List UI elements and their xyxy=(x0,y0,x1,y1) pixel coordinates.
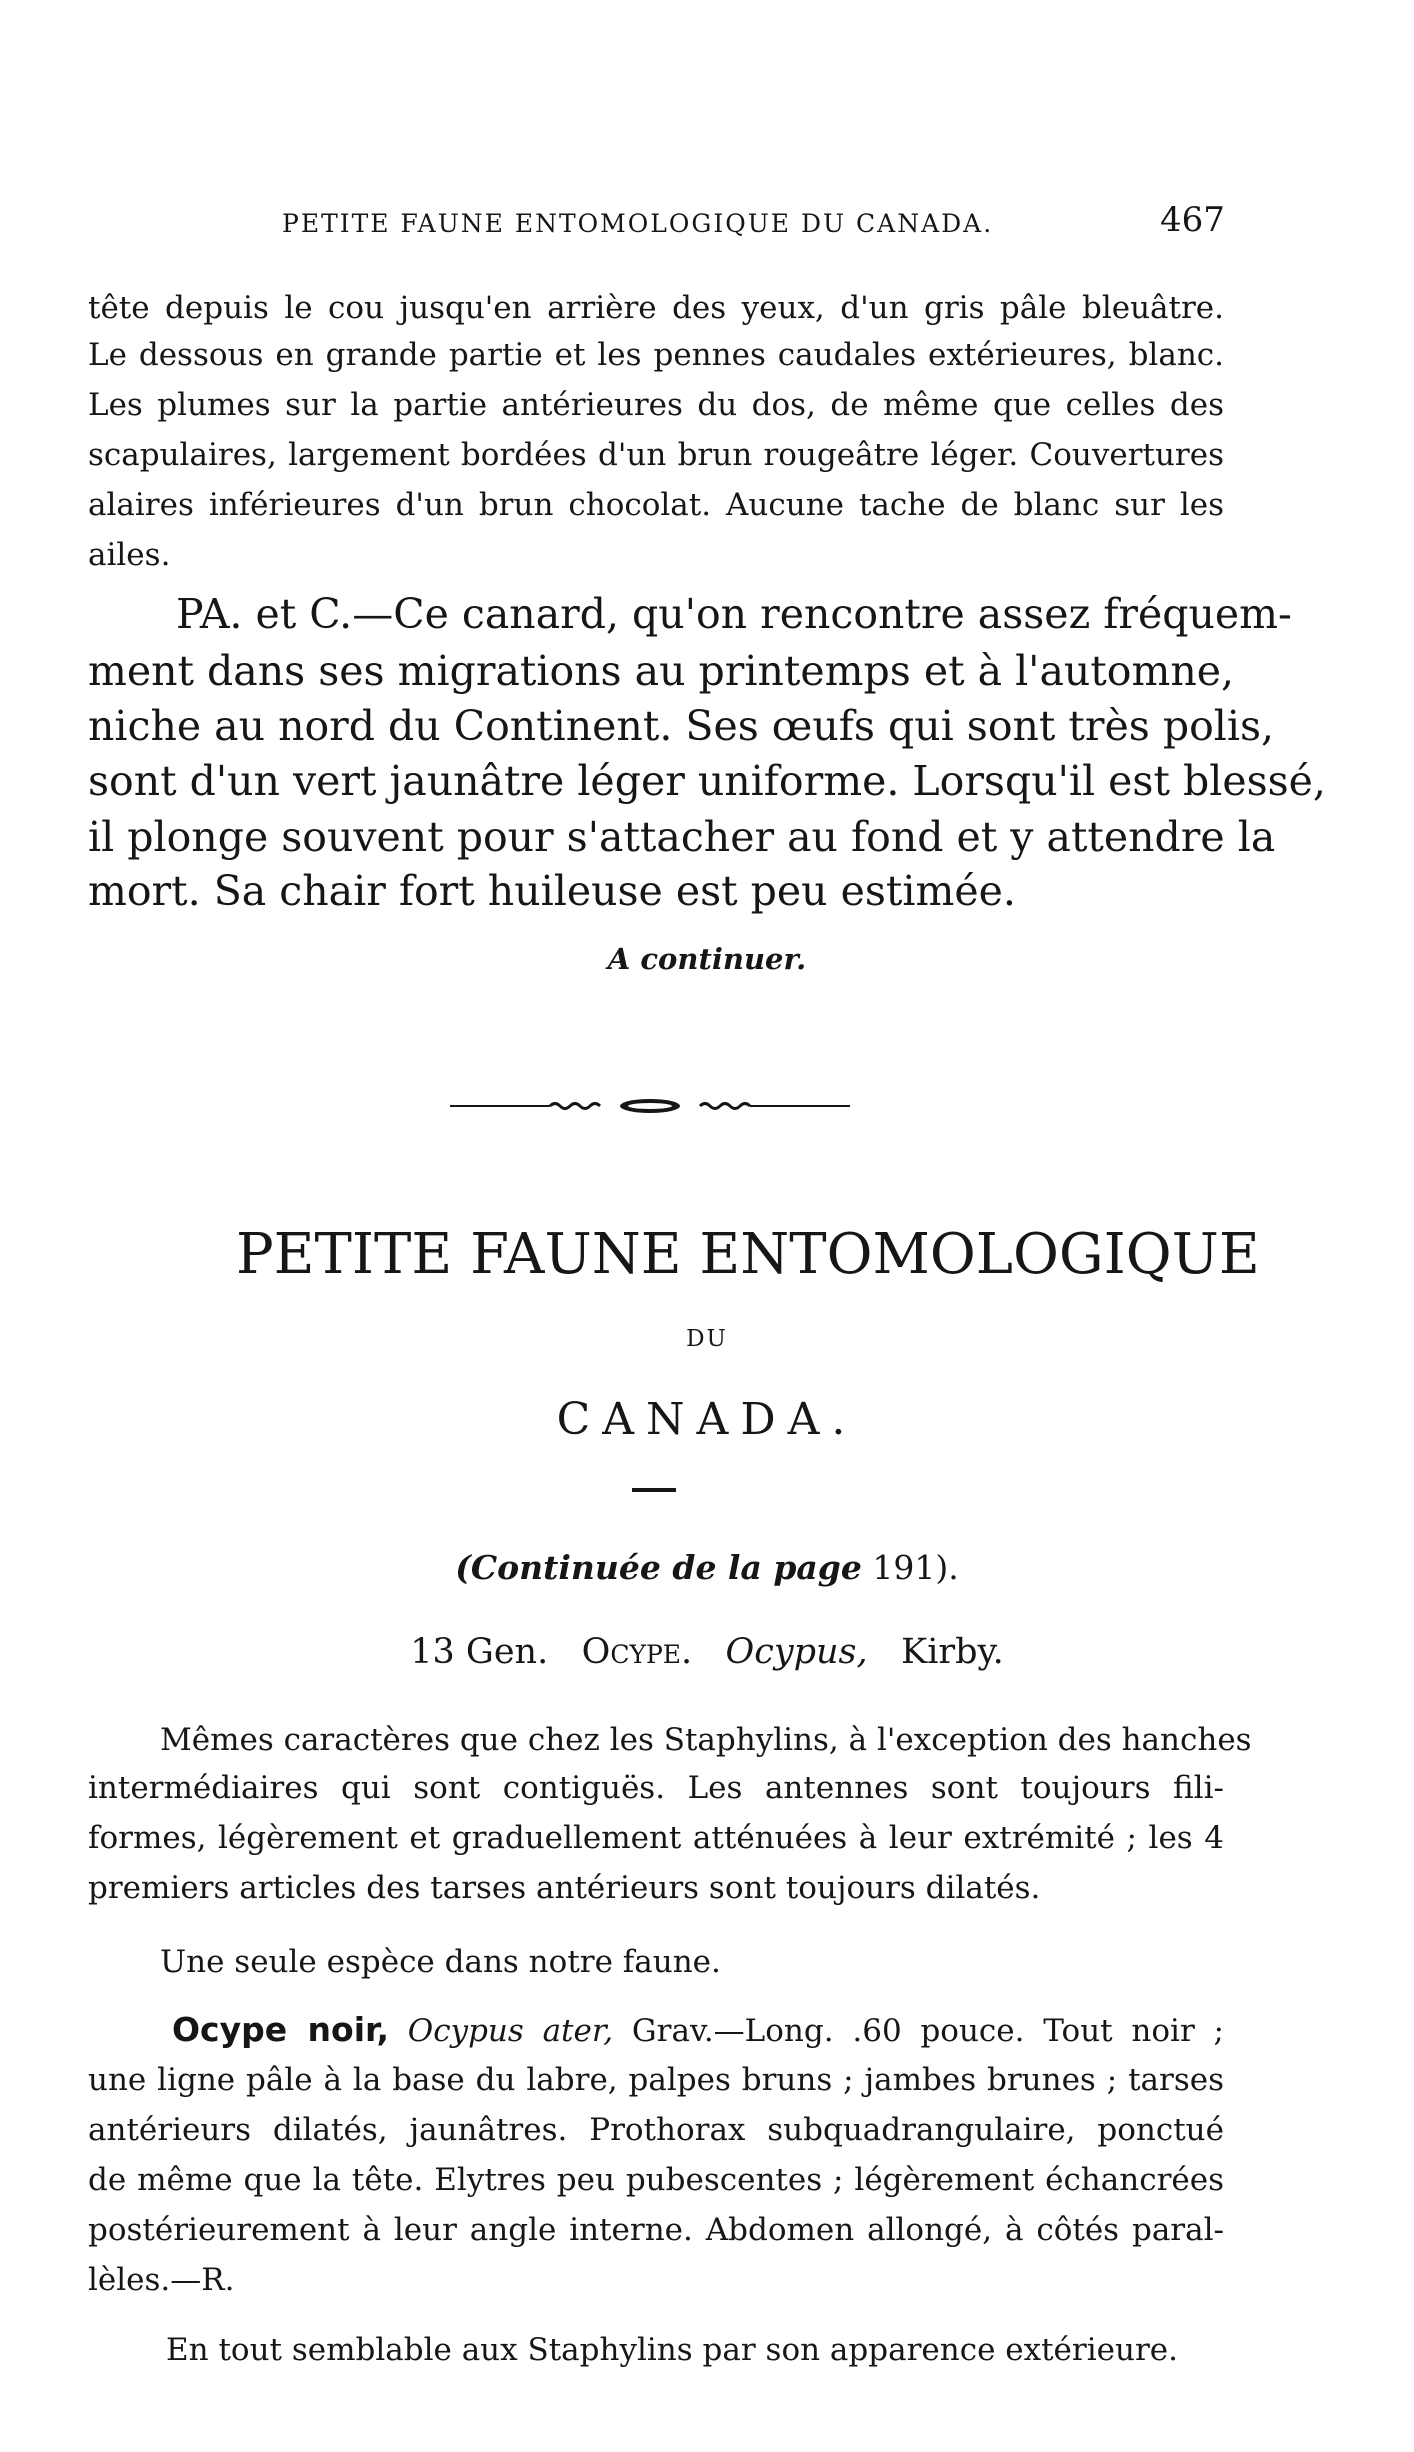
genus-number: 13 Gen. xyxy=(410,1632,549,1672)
species-name: Ocype noir, xyxy=(172,2010,389,2049)
species-first-line-rest: Grav.—Long. .60 pouce. Tout noir ; xyxy=(631,2013,1225,2049)
description-line: tête depuis le cou jusqu'en arrière des yeux, d'un gris pâle bleuâtre. xyxy=(88,290,1224,326)
genus-name: Ocype. xyxy=(581,1632,693,1672)
remark-line: sont d'un vert jaunâtre léger uniforme. Lorsqu'il est blessé, xyxy=(88,757,1326,805)
running-title: PETITE FAUNE ENTOMOLOGIQUE DU CANADA. xyxy=(282,209,994,238)
ornamental-divider xyxy=(440,1094,860,1118)
species-description-line: lèles.—R. xyxy=(88,2262,235,2298)
remark-line: niche au nord du Continent. Ses œufs qui sont très polis, xyxy=(88,702,1275,750)
closing-remark: En tout semblable aux Staphylins par son apparence extérieure. xyxy=(166,2332,1178,2368)
page-number: 467 xyxy=(1160,200,1225,240)
article-title-du: DU xyxy=(686,1326,728,1352)
species-description-line: de même que la tête. Elytres peu pubescentes ; légèrement échancrées xyxy=(88,2162,1224,2198)
article-title-country: CANADA. xyxy=(556,1394,858,1445)
genus-author: Kirby. xyxy=(901,1632,1004,1672)
description-line: scapulaires, largement bordées d'un brun rougeâtre léger. Couvertures xyxy=(88,437,1224,473)
species-description-line: postérieurement à leur angle interne. Abdomen allongé, à côtés paral- xyxy=(88,2212,1224,2248)
to-be-continued: A continuer. xyxy=(607,942,807,976)
description-line: alaires inférieures d'un brun chocolat. Aucune tache de blanc sur les xyxy=(88,487,1224,523)
genus-description-line: formes, légèrement et graduellement atténuées à leur extrémité ; les 4 xyxy=(88,1820,1224,1856)
description-line: Le dessous en grande partie et les pennes caudales extérieures, blanc. xyxy=(88,337,1224,373)
genus-description-line: premiers articles des tarses antérieurs sont toujours dilatés. xyxy=(88,1870,1041,1906)
genus-description-line: intermédiaires qui sont contiguës. Les antennes sont toujours fili- xyxy=(88,1770,1224,1806)
species-description-line: antérieurs dilatés, jaunâtres. Prothorax subquadrangulaire, ponctué xyxy=(88,2112,1224,2148)
continued-note xyxy=(0,1548,1414,1587)
species-first-line xyxy=(172,2010,1224,2049)
description-line: ailes. xyxy=(88,537,171,573)
genus-description-line: Mêmes caractères que chez les Staphylins, à l'exception des hanches xyxy=(160,1722,1252,1758)
single-species-note: Une seule espèce dans notre faune. xyxy=(160,1944,721,1980)
description-line: Les plumes sur la partie antérieures du dos, de même que celles des xyxy=(88,387,1224,423)
remark-line: ment dans ses migrations au printemps et à l'automne, xyxy=(88,647,1235,695)
species-latin: Ocypus ater, xyxy=(407,2013,614,2049)
genus-heading xyxy=(0,1632,1414,1672)
continued-page: 191). xyxy=(872,1548,959,1587)
genus-latin: Ocypus, xyxy=(725,1632,868,1672)
title-rule xyxy=(632,1488,676,1492)
remark-line: mort. Sa chair fort huileuse est peu estimée. xyxy=(88,867,1016,915)
continued-label: (Continuée de la page xyxy=(455,1548,862,1587)
remark-line: il plonge souvent pour s'attacher au fond et y attendre la xyxy=(88,813,1276,861)
article-title: PETITE FAUNE ENTOMOLOGIQUE xyxy=(236,1222,1260,1287)
species-description-line: une ligne pâle à la base du labre, palpes bruns ; jambes brunes ; tarses xyxy=(88,2062,1224,2098)
remark-line: PA. et C.—Ce canard, qu'on rencontre assez fréquem- xyxy=(176,590,1292,638)
